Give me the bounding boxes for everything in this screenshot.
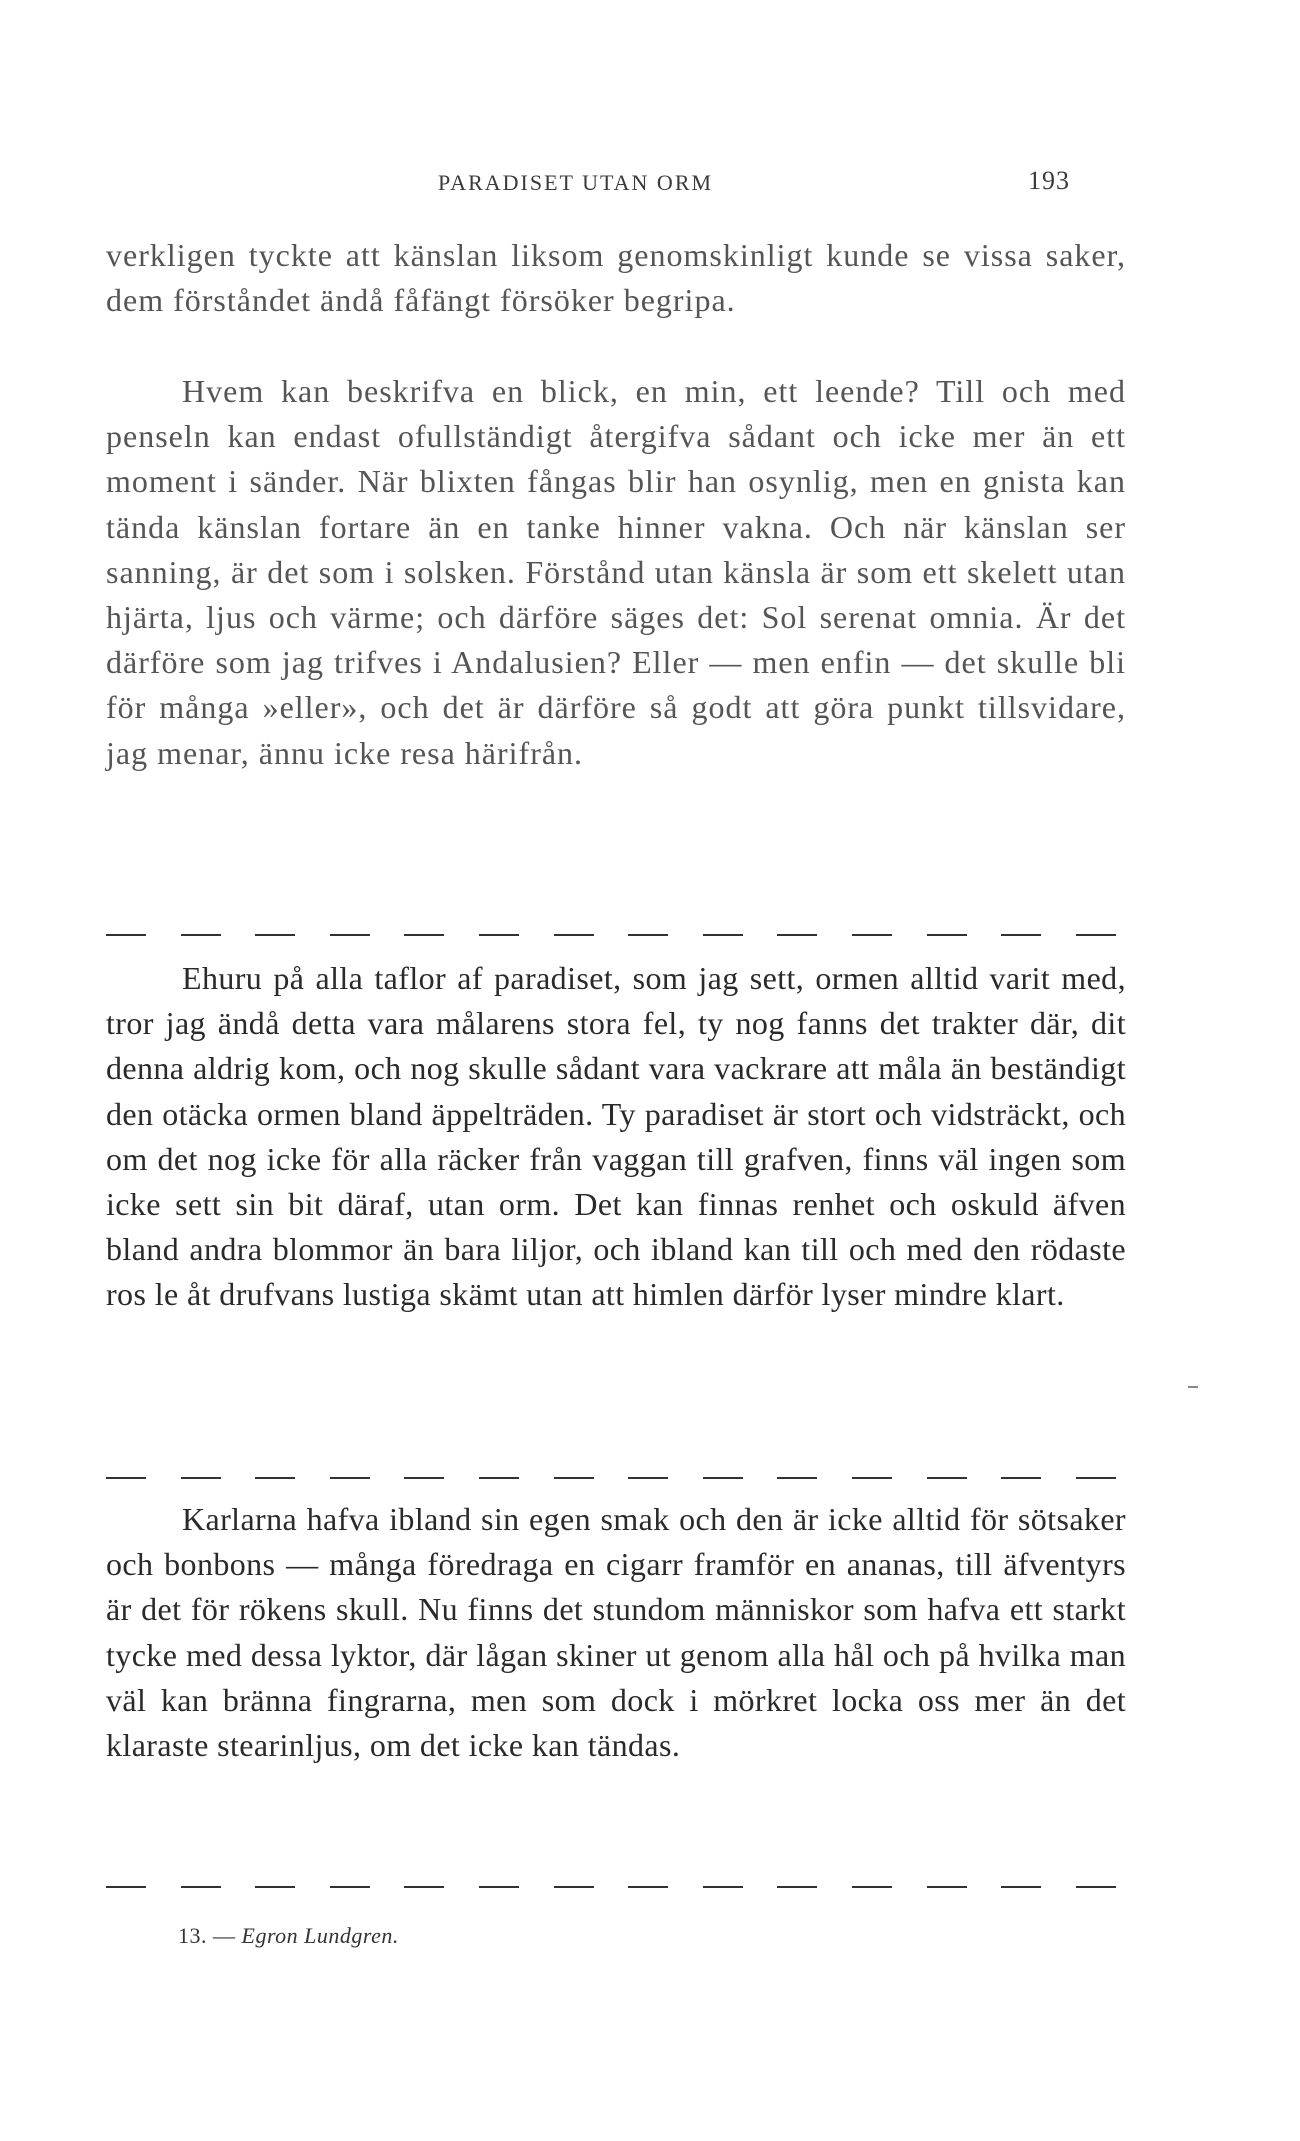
author-name: Egron Lundgren. bbox=[241, 1923, 399, 1948]
signature-line bbox=[178, 1923, 399, 1949]
paragraph-1: verkligen tyckte att känslan liksom genomskinligt kunde se vissa saker, dem förståndet ändå fåfängt försöker begripa. bbox=[106, 237, 1126, 319]
signature-number: 13. bbox=[178, 1923, 207, 1948]
section-divider-3 bbox=[106, 1880, 1116, 1894]
running-header bbox=[0, 166, 1300, 200]
paragraph-3: Ehuru på alla taflor af paradiset, som jag sett, ormen alltid varit med, tror jag ändå detta vara målarens stora fel, ty nog fanns det trakter där, dit denna aldrig kom, och nog skulle sådant vara vackrare att måla än beständigt den otäcka ormen bland äppelträden. Ty paradiset är stort och vidsträckt, och om det nog icke för alla räcker från vaggan till grafven, finns väl ingen som icke sett sin bit däraf, utan orm. Det kan finnas renhet och oskuld äfven bland andra blommor än bara liljor, och ibland kan till och med den rödaste ros le åt drufvans lustiga skämt utan att himlen därför lyser mindre klart. bbox=[106, 960, 1126, 1313]
paragraph-4: Karlarna hafva ibland sin egen smak och den är icke alltid för sötsaker och bonbons — många föredraga en cigarr framför en ananas, till äfventyrs är det för rökens skull. Nu finns det stundom människor som hafva ett starkt tycke med dessa lyktor, där lågan skiner ut genom alla hål och på hvilka man väl kan bränna fingrarna, men som dock i mörkret locka oss mer än det klaraste stearinljus, om det icke kan tändas. bbox=[106, 1501, 1126, 1764]
margin-mark bbox=[1188, 1386, 1198, 1388]
section-divider-1 bbox=[106, 928, 1116, 942]
signature-dash: — bbox=[213, 1923, 236, 1948]
section-divider-2 bbox=[106, 1471, 1116, 1485]
running-title: PARADISET UTAN ORM bbox=[438, 170, 714, 195]
paragraph-2: Hvem kan beskrifva en blick, en min, ett leende? Till och med penseln kan endast ofullständigt återgifva sådant och icke mer än ett moment i sänder. När blixten fångas blir han osynlig, men en gnista kan tända känslan fortare än en tanke hinner vakna. Och när känslan ser sanning, är det som i solsken. Förstånd utan känsla är som ett skelett utan hjärta, ljus och värme; och därföre säges det: Sol serenat omnia. Är det därföre som jag trifves i Andalusien? Eller — men enfin — det skulle bli för många »eller», och det är därföre så godt att göra punkt tillsvidare, jag menar, ännu icke resa härifrån. bbox=[106, 373, 1126, 771]
page-number: 193 bbox=[1028, 166, 1070, 195]
